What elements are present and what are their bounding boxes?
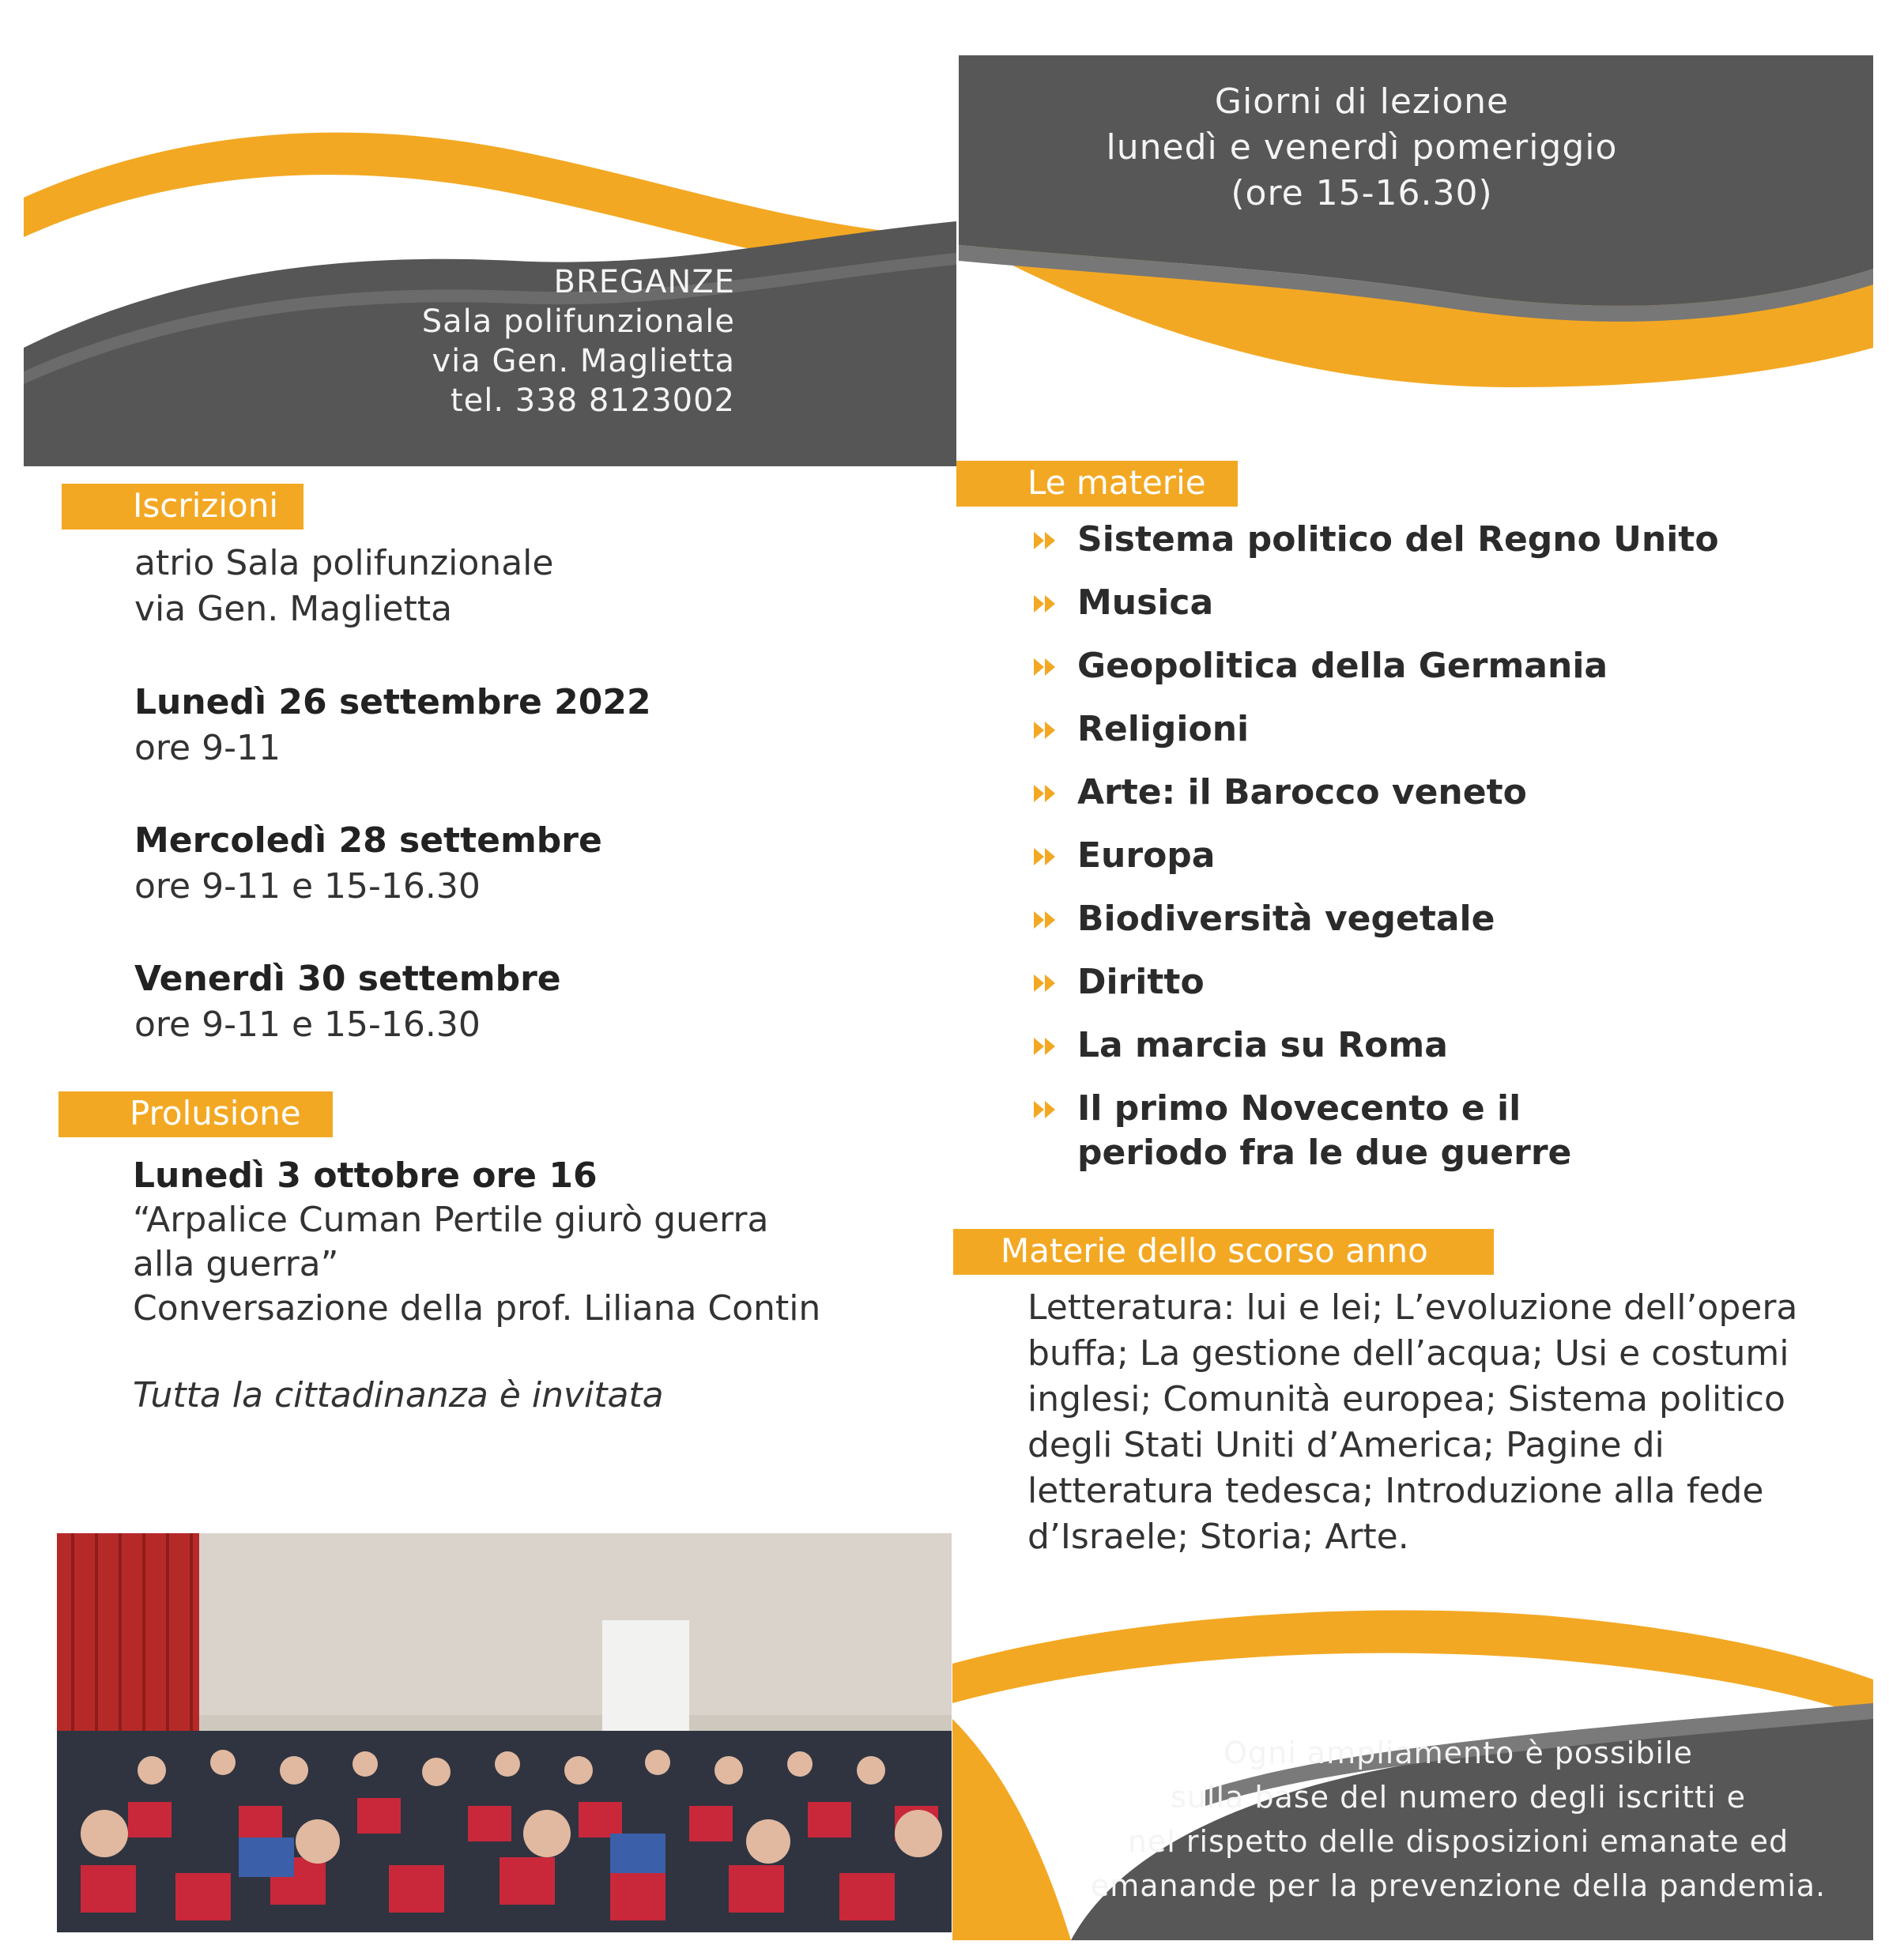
subject-label: Musica	[1077, 582, 1214, 623]
date-hours: ore 9-11 e 15-16.30	[134, 1004, 481, 1045]
subject-item	[1034, 960, 1745, 1004]
subject-item	[1034, 644, 1745, 688]
double-arrow-icon	[1034, 1101, 1058, 1118]
iscrizioni-tag	[62, 484, 304, 530]
footer-line: emanande per la prevenzione della pandemia.	[1090, 1868, 1827, 1903]
scorso-anno-line: Letteratura: lui e lei; L’evoluzione dell’opera	[1027, 1287, 1798, 1328]
subject-item	[1034, 897, 1745, 941]
iscrizioni-date	[134, 680, 846, 771]
scorso-anno-line: degli Stati Uniti d’America; Pagine di	[1027, 1425, 1665, 1465]
scorso-anno-line: d’Israele; Storia; Arte.	[1027, 1517, 1409, 1557]
double-arrow-icon	[1034, 1038, 1058, 1055]
date-hours: ore 9-11 e 15-16.30	[134, 866, 481, 906]
date-day: Mercoledì 28 settembre	[134, 820, 602, 861]
materie-label: Le materie	[1027, 463, 1206, 502]
scorso-anno-line: letteratura tedesca; Introduzione alla fede	[1027, 1471, 1764, 1511]
banner-street: via Gen. Maglietta	[432, 343, 735, 379]
subject-label: La marcia su Roma	[1077, 1025, 1448, 1065]
scorso-anno-label: Materie dello scorso anno	[1001, 1231, 1428, 1270]
materie-tag	[956, 461, 1238, 507]
right-banner-text	[959, 79, 1765, 217]
double-arrow-icon	[1034, 722, 1058, 739]
audience-photo	[57, 1533, 952, 1932]
subjects-list	[1034, 518, 1745, 1194]
subject-item	[1034, 771, 1745, 815]
footer-line: nel rispetto delle disposizioni emanate ed	[1127, 1824, 1789, 1859]
left-banner-text	[237, 262, 735, 420]
subject-item	[1034, 581, 1745, 625]
double-arrow-icon	[1034, 848, 1058, 865]
date-day: Venerdì 30 settembre	[134, 959, 561, 999]
subject-label: Il primo Novecento e il periodo fra le due guerre	[1077, 1088, 1572, 1173]
subject-label: Sistema politico del Regno Unito	[1077, 519, 1719, 560]
prolusione-date: Lunedì 3 ottobre ore 16	[133, 1155, 598, 1196]
prolusione-block	[133, 1154, 892, 1418]
subject-item	[1034, 707, 1745, 752]
prolusione-label: Prolusione	[130, 1094, 301, 1133]
subject-label: Europa	[1077, 835, 1216, 876]
banner-venue: Sala polifunzionale	[421, 303, 735, 340]
subject-label: Religioni	[1077, 709, 1250, 749]
double-arrow-icon	[1034, 658, 1058, 676]
iscrizioni-place	[134, 541, 846, 632]
prolusione-tag	[58, 1091, 333, 1137]
prolusione-title-line: “Arpalice Cuman Pertile giurò guerra	[133, 1200, 769, 1240]
date-day: Lunedì 26 settembre 2022	[134, 682, 651, 722]
subject-label: Biodiversità vegetale	[1077, 899, 1495, 939]
footer-banner-text	[1051, 1731, 1865, 1908]
double-arrow-icon	[1034, 595, 1058, 612]
double-arrow-icon	[1034, 532, 1058, 549]
subject-item	[1034, 1087, 1654, 1175]
double-arrow-icon	[1034, 911, 1058, 929]
banner-phone: tel. 338 8123002	[450, 383, 735, 419]
iscrizioni-date	[134, 956, 846, 1048]
lesson-days: lunedì e venerdì pomeriggio	[1106, 127, 1618, 168]
subject-item	[1034, 834, 1745, 878]
subject-label: Diritto	[1077, 962, 1205, 1002]
subject-item	[1034, 1023, 1745, 1068]
subject-label: Arte: il Barocco veneto	[1077, 772, 1527, 812]
double-arrow-icon	[1034, 785, 1058, 802]
date-hours: ore 9-11	[134, 728, 281, 768]
prolusione-title-line: alla guerra”	[133, 1244, 339, 1284]
scorso-anno-line: buffa; La gestione dell’acqua; Usi e costumi	[1027, 1333, 1789, 1374]
subject-label: Geopolitica della Germania	[1077, 646, 1608, 686]
scorso-anno-line: inglesi; Comunità europea; Sistema politico	[1027, 1379, 1785, 1419]
iscrizioni-place-line: atrio Sala polifunzionale	[134, 543, 554, 583]
banner-town: BREGANZE	[553, 264, 735, 300]
iscrizioni-place-line: via Gen. Maglietta	[134, 589, 453, 629]
subject-item	[1034, 518, 1745, 562]
prolusione-speaker: Conversazione della prof. Liliana Contin	[133, 1288, 821, 1329]
lesson-hours: (ore 15-16.30)	[1231, 173, 1493, 213]
scorso-anno-tag	[953, 1229, 1494, 1275]
double-arrow-icon	[1034, 974, 1058, 992]
prolusione-invite: Tutta la cittadinanza è invitata	[133, 1375, 664, 1415]
iscrizioni-date	[134, 818, 846, 910]
lesson-days-title: Giorni di lezione	[1214, 81, 1510, 122]
iscrizioni-label: Iscrizioni	[133, 486, 278, 525]
footer-line: sulla base del numero degli iscritti e	[1171, 1780, 1746, 1815]
footer-line: Ogni ampliamento è possibile	[1224, 1736, 1693, 1770]
scorso-anno-text	[1027, 1285, 1834, 1560]
